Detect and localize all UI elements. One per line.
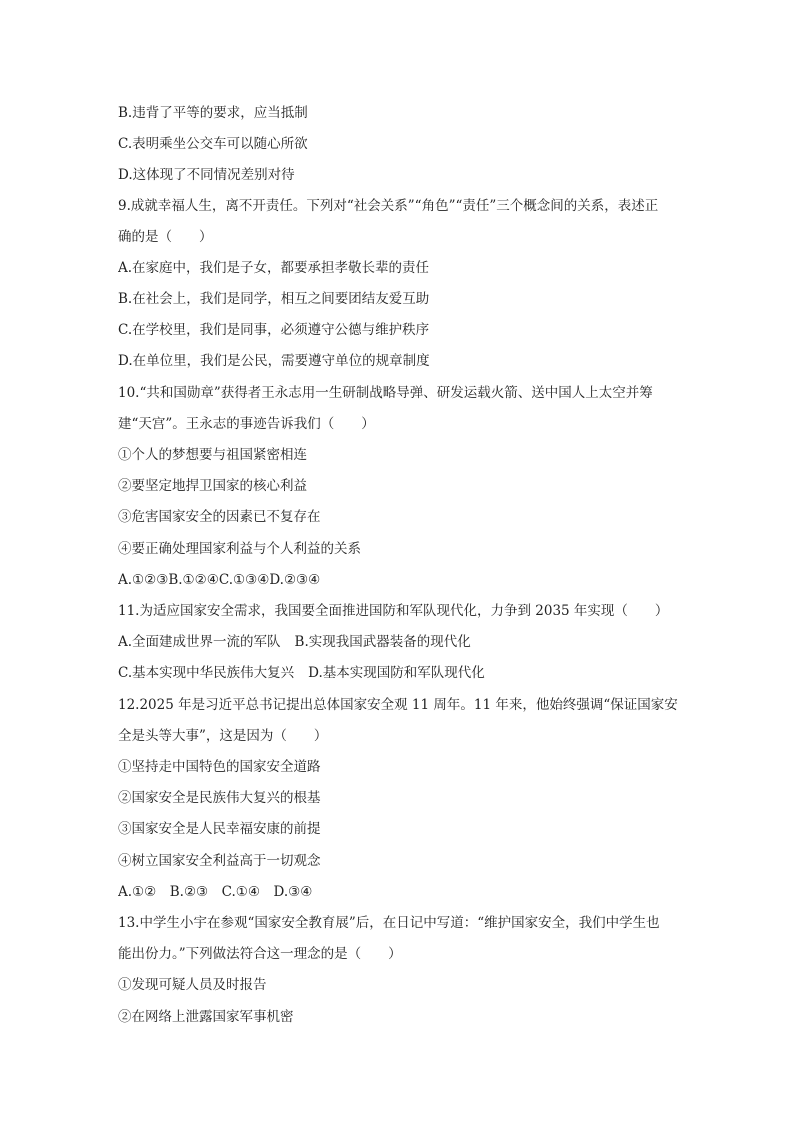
q10-stem-line2: 建“天宫”。王永志的事迹告诉我们（ ）: [118, 416, 375, 432]
q11-option-a: A.全面建成世界一流的军队: [118, 634, 281, 650]
q8-option-c: C.表明乘坐公交车可以随心所欲: [118, 136, 308, 152]
q12-item-4: ④树立国家安全利益高于一切观念: [118, 853, 321, 869]
q13-item-1: ①发现可疑人员及时报告: [118, 977, 267, 993]
q13-stem-line1: 13.中学生小宇在参观“国家安全教育展”后，在日记中写道：“维护国家安全，我们中学生也: [118, 915, 660, 931]
q12-stem-line1: 12.2025 年是习近平总书记提出总体国家安全观 11 周年。11 年来，他始终强调“保证国家安: [118, 697, 678, 713]
q11-options-row1: [118, 633, 678, 651]
q10-item-4: ④要正确处理国家利益与个人利益的关系: [118, 541, 361, 557]
q11-option-b: B.实现我国武器装备的现代化: [294, 634, 471, 650]
q9-option-c: C.在学校里，我们是同事，必须遵守公德与维护秩序: [118, 322, 430, 338]
q8-option-d: D.这体现了不同情况差别对待: [118, 167, 295, 183]
q9-option-a: A.在家庭中，我们是子女，都要承担孝敬长辈的责任: [118, 260, 430, 276]
q12-answers: A.①② B.②③ C.①④ D.③④: [118, 884, 313, 900]
q9-stem-line1: 9.成就幸福人生，离不开责任。下列对“社会关系”“角色”“责任”三个概念间的关系，表述正: [118, 198, 659, 214]
q12-item-3: ③国家安全是人民幸福安康的前提: [118, 821, 321, 837]
q10-item-2: ②要坚定地捍卫国家的核心利益: [118, 478, 307, 494]
q11-option-c: C.基本实现中华民族伟大复兴: [118, 665, 295, 681]
q10-item-3: ③危害国家安全的因素已不复存在: [118, 509, 321, 525]
q9-stem-line2: 确的是（ ）: [118, 229, 213, 245]
q8-option-b: B.违背了平等的要求，应当抵制: [118, 105, 308, 121]
q10-item-1: ①个人的梦想要与祖国紧密相连: [118, 447, 307, 463]
q10-stem-line1: 10.“共和国勋章”获得者王永志用一生研制战略导弹、研发运载火箭、送中国人上太空并筹: [118, 385, 653, 401]
q10-answers: A.①②③B.①②④C.①③④D.②③④: [118, 572, 321, 588]
q12-stem-line2: 全是头等大事”，这是因为（ ）: [118, 728, 328, 744]
q9-option-b: B.在社会上，我们是同学，相互之间要团结友爱互助: [118, 291, 430, 307]
q11-option-d: D.基本实现国防和军队现代化: [308, 665, 485, 681]
q11-options-row2: [118, 664, 678, 682]
q13-stem-line2: 能出份力。”下列做法符合这一理念的是（ ）: [118, 946, 402, 962]
q12-item-1: ①坚持走中国特色的国家安全道路: [118, 759, 321, 775]
q11-stem: 11.为适应国家安全需求，我国要全面推进国防和军队现代化，力争到 2035 年实现（ ）: [118, 603, 669, 619]
q9-option-d: D.在单位里，我们是公民，需要遵守单位的规章制度: [118, 353, 430, 369]
q12-item-2: ②国家安全是民族伟大复兴的根基: [118, 790, 321, 806]
q13-item-2: ②在网络上泄露国家军事机密: [118, 1009, 294, 1025]
